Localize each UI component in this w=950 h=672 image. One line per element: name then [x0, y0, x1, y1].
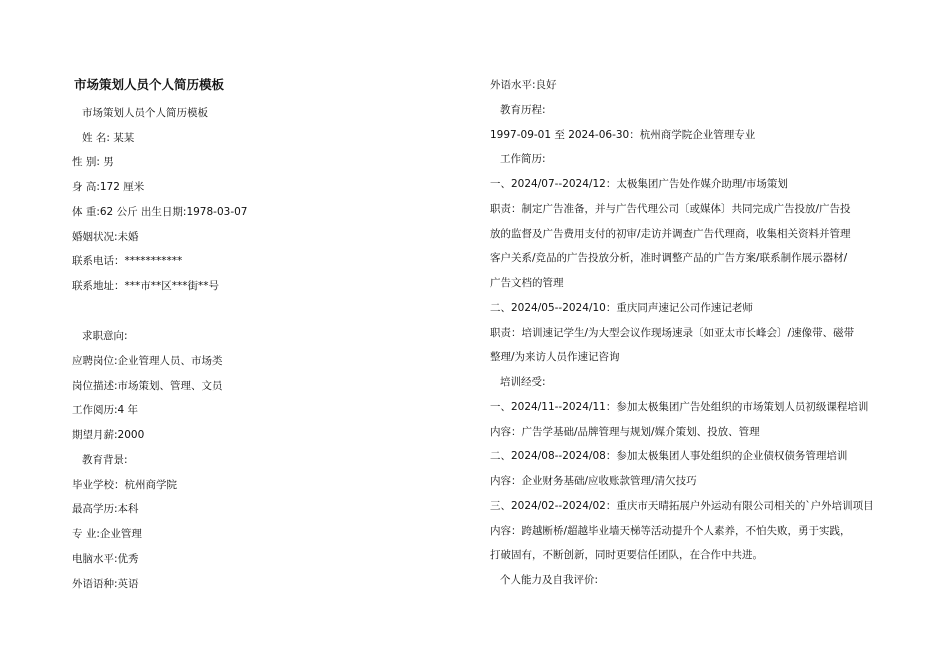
training-3-content-line: 内容：跨越断桥/超越毕业墙天梯等活动提升个人素养，不怕失败，勇于实践， — [490, 525, 851, 537]
position-description-field: 岗位描述:市场策划、管理、文员 — [72, 380, 223, 392]
education-history-entry: 1997-09-01 至 2024-06-30：杭州商学院企业管理专业 — [490, 129, 756, 141]
job-1-title: 一、2024/07--2024/12：太极集团广告处作媒介助理/市场策划 — [490, 178, 788, 190]
language-level-field: 外语水平:良好 — [490, 79, 557, 91]
foreign-language-field: 外语语种:英语 — [72, 578, 139, 590]
resume-title: 市场策划人员个人简历模板 — [74, 77, 225, 92]
weight-birth-field: 体 重:62 公斤 出生日期:1978-03-07 — [72, 206, 248, 218]
job-1-duty-line: 广告文档的管理 — [490, 277, 564, 289]
training-2-content: 内容：企业财务基础/应收账款管理/清欠技巧 — [490, 475, 697, 487]
gender-field: 性 别: 男 — [72, 156, 114, 168]
job-1-duty-line: 放的监督及广告费用支付的初审/走访并调查广告代理商，收集相关资料并管理 — [490, 228, 851, 240]
work-experience-field: 工作阅历:4 年 — [72, 404, 139, 416]
computer-skill-field: 电脑水平:优秀 — [72, 553, 139, 565]
name-field: 姓 名: 某某 — [82, 132, 135, 144]
education-background-heading: 教育背景: — [82, 454, 128, 466]
work-history-heading: 工作简历: — [500, 153, 546, 165]
training-1-title: 一、2024/11--2024/11：参加太极集团广告处组织的市场策划人员初级课程培训 — [490, 401, 869, 413]
school-field: 毕业学校：杭州商学院 — [72, 479, 177, 491]
job-1-duty-line: 客户关系/竞品的广告投放分析，准时调整产品的广告方案/联系制作展示器材/ — [490, 252, 848, 264]
self-evaluation-heading: 个人能力及自我评价: — [500, 574, 599, 586]
marital-status-field: 婚姻状况:未婚 — [72, 231, 139, 243]
training-heading: 培训经受: — [500, 376, 546, 388]
job-1-duty-line: 职责：制定广告准备，并与广告代理公司〔或媒体〕共同完成广告投放/广告投 — [490, 203, 851, 215]
job-2-duty-line: 整理/为来访人员作速记咨询 — [490, 351, 620, 363]
height-field: 身 高:172 厘米 — [72, 181, 145, 193]
major-field: 专 业:企业管理 — [72, 528, 142, 540]
job-2-duty-line: 职责：培训速记学生/为大型会议作现场速录〔如亚太市长峰会〕/速像带、磁带 — [490, 327, 855, 339]
training-3-title: 三、2024/02--2024/02：重庆市天晴拓展户外运动有限公司相关的`户外培训项目 — [490, 500, 874, 512]
apply-position-field: 应聘岗位:企业管理人员、市场类 — [72, 355, 223, 367]
job-intention-heading: 求职意向: — [82, 330, 128, 342]
degree-field: 最高学历:本科 — [72, 503, 139, 515]
education-history-heading: 教育历程: — [500, 104, 546, 116]
training-2-title: 二、2024/08--2024/08：参加太极集团人事处组织的企业债权债务管理培训 — [490, 450, 848, 462]
training-3-content-line: 打破固有，不断创新，同时更要信任团队，在合作中共进。 — [490, 549, 763, 561]
phone-field: 联系电话：*********** — [72, 255, 183, 267]
job-2-title: 二、2024/05--2024/10：重庆同声速记公司作速记老师 — [490, 302, 753, 314]
address-field: 联系地址：***市**区***街**号 — [72, 280, 219, 292]
training-1-content: 内容：广告学基础/品牌管理与规划/媒介策划、投放、管理 — [490, 426, 760, 438]
resume-subtitle: 市场策划人员个人简历模板 — [82, 107, 208, 119]
expected-salary-field: 期望月薪:2000 — [72, 429, 145, 441]
